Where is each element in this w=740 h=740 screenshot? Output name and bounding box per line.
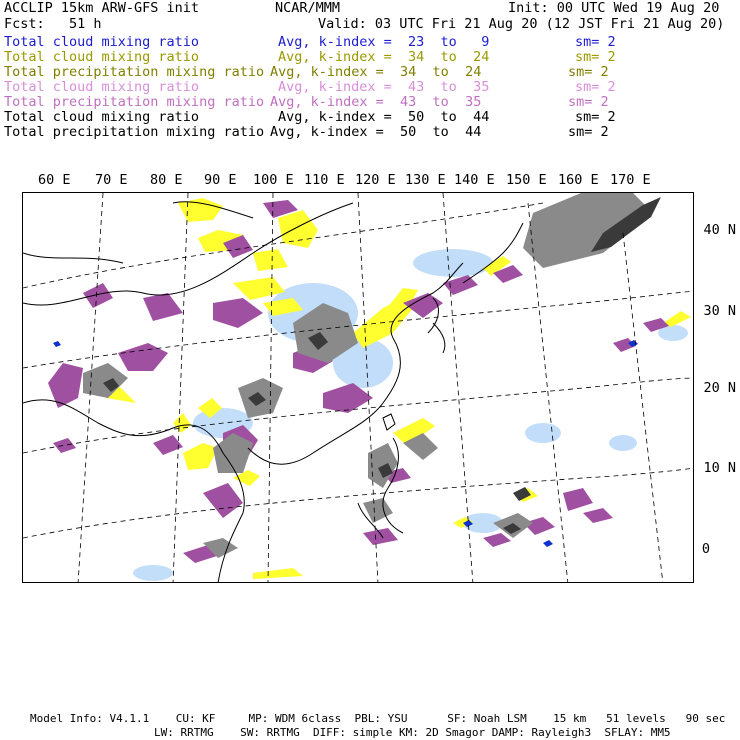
legend-field-6: Total cloud mixing ratio bbox=[4, 109, 200, 125]
legend-avg-1: Avg, k-index = 23 to 9 bbox=[278, 34, 490, 50]
model-info-line1: Model Info: V4.1.1 CU: KF MP: WDM 6class PBL: YSU SF: Noah LSM 15 km 51 levels 90 sec bbox=[30, 712, 726, 725]
legend-avg-6: Avg, k-index = 50 to 44 bbox=[278, 109, 490, 125]
lon-label: 120 E bbox=[355, 172, 396, 188]
lon-label: 150 E bbox=[506, 172, 547, 188]
legend-sm-4: sm= 2 bbox=[575, 79, 616, 95]
lon-label: 60 E bbox=[38, 172, 71, 188]
lat-label: 30 N bbox=[703, 303, 736, 319]
institution-label: NCAR/MMM bbox=[275, 0, 341, 16]
legend-sm-1: sm= 2 bbox=[575, 34, 616, 50]
legend-sm-7: sm= 2 bbox=[568, 124, 609, 140]
model-info-line2: LW: RRTMG SW: RRTMG DIFF: simple KM: 2D Smagor DAMP: Rayleigh3 SFLAY: MM5 bbox=[154, 726, 671, 739]
legend-avg-2: Avg, k-index = 34 to 24 bbox=[278, 49, 490, 65]
legend-field-1: Total cloud mixing ratio bbox=[4, 34, 200, 50]
legend-sm-6: sm= 2 bbox=[575, 109, 616, 125]
lon-label: 70 E bbox=[95, 172, 128, 188]
yellow-cloud-field bbox=[93, 198, 691, 579]
legend-sm-3: sm= 2 bbox=[568, 64, 609, 80]
legend-field-4: Total cloud mixing ratio bbox=[4, 79, 200, 95]
lon-label: 140 E bbox=[454, 172, 495, 188]
forecast-hour: Fcst: 51 h bbox=[4, 16, 102, 32]
legend-avg-3: Avg, k-index = 34 to 24 bbox=[270, 64, 482, 80]
model-title: ACCLIP 15km ARW-GFS init bbox=[4, 0, 200, 16]
init-time: Init: 00 UTC Wed 19 Aug 20 bbox=[508, 0, 720, 16]
lon-label: 90 E bbox=[204, 172, 237, 188]
lon-label: 80 E bbox=[150, 172, 183, 188]
legend-avg-4: Avg, k-index = 43 to 35 bbox=[278, 79, 490, 95]
legend-field-5: Total precipitation mixing ratio bbox=[4, 94, 265, 110]
lon-label: 160 E bbox=[558, 172, 599, 188]
lat-label: 20 N bbox=[703, 380, 736, 396]
legend-sm-2: sm= 2 bbox=[575, 49, 616, 65]
legend-field-3: Total precipitation mixing ratio bbox=[4, 64, 265, 80]
lon-label: 130 E bbox=[405, 172, 446, 188]
legend-avg-5: Avg, k-index = 43 to 35 bbox=[270, 94, 482, 110]
forecast-map bbox=[22, 192, 694, 583]
legend-field-7: Total precipitation mixing ratio bbox=[4, 124, 265, 140]
legend-field-2: Total cloud mixing ratio bbox=[4, 49, 200, 65]
legend-sm-5: sm= 2 bbox=[568, 94, 609, 110]
legend-avg-7: Avg, k-index = 50 to 44 bbox=[270, 124, 482, 140]
lon-label: 110 E bbox=[304, 172, 345, 188]
lat-label: 0 bbox=[701, 541, 710, 557]
lat-label: 40 N bbox=[703, 222, 736, 238]
map-canvas bbox=[23, 193, 694, 583]
lon-label: 170 E bbox=[610, 172, 651, 188]
lat-label: 10 N bbox=[703, 460, 736, 476]
lon-label: 100 E bbox=[253, 172, 294, 188]
valid-time: Valid: 03 UTC Fri 21 Aug 20 (12 JST Fri 21 Aug 20) bbox=[318, 16, 725, 32]
